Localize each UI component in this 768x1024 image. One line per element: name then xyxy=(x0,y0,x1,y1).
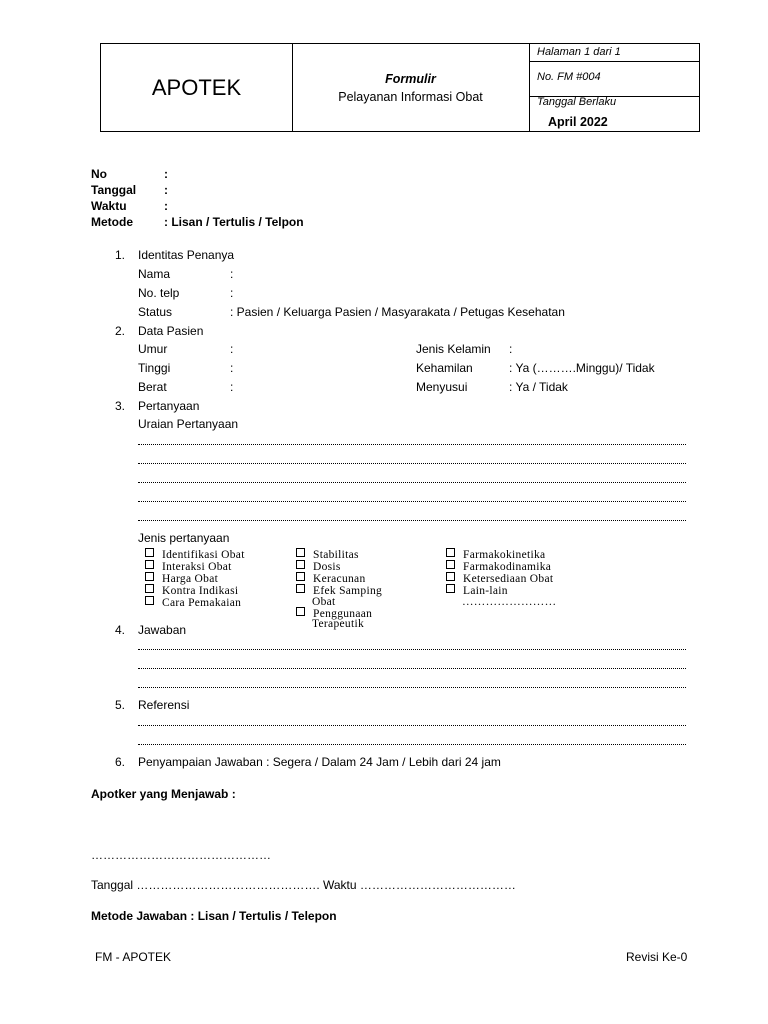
section-number: 5. xyxy=(115,698,126,712)
option-farmakodinamika[interactable]: Farmakodinamika xyxy=(446,560,551,573)
umur-value: : xyxy=(230,342,234,356)
uraian-line[interactable] xyxy=(138,520,686,521)
checkbox-icon xyxy=(145,560,154,569)
field-no-label: No xyxy=(91,167,107,181)
option-keracunan[interactable]: Keracunan xyxy=(296,572,366,585)
field-metode-value: : Lisan / Tertulis / Telpon xyxy=(164,215,304,229)
checkbox-icon xyxy=(296,607,305,616)
uraian-line[interactable] xyxy=(138,463,686,464)
header-form-cell xyxy=(292,44,530,131)
checkbox-icon xyxy=(145,596,154,605)
menyusui-value: : Ya / Tidak xyxy=(509,380,568,394)
field-metode-label: Metode xyxy=(91,215,133,229)
checkbox-icon xyxy=(296,548,305,557)
option-stabilitas[interactable]: Stabilitas xyxy=(296,548,359,561)
section-number: 6. xyxy=(115,755,126,769)
option-identifikasi-obat[interactable]: Identifikasi Obat xyxy=(145,548,245,561)
jenis-kelamin-label: Jenis Kelamin xyxy=(416,342,491,356)
field-tanggal-value: : xyxy=(164,183,168,197)
option-dosis[interactable]: Dosis xyxy=(296,560,341,573)
tanggal-berlaku-label: Tanggal Berlaku xyxy=(537,96,617,108)
section-number: 3. xyxy=(115,399,126,413)
field-waktu-label: Waktu xyxy=(91,199,127,213)
metode-jawaban: Metode Jawaban : Lisan / Tertulis / Telepon xyxy=(91,909,337,923)
checkbox-icon xyxy=(446,572,455,581)
option-cara-pemakaian[interactable]: Cara Pemakaian xyxy=(145,596,241,609)
jenis-title: Jenis pertanyaan xyxy=(138,531,230,545)
umur-label: Umur xyxy=(138,342,168,356)
section-title: Referensi xyxy=(138,698,190,712)
field-waktu-value: : xyxy=(164,199,168,213)
referensi-line[interactable] xyxy=(138,725,686,726)
option-penggunaan[interactable]: Penggunaan xyxy=(296,607,372,620)
nama-label: Nama xyxy=(138,267,171,281)
telp-label: No. telp xyxy=(138,286,180,300)
tanggal-line[interactable]: Tanggal ………………………………………. xyxy=(91,878,320,892)
menyusui-label: Menyusui xyxy=(416,380,468,394)
tinggi-value: : xyxy=(230,361,234,375)
berat-value: : xyxy=(230,380,234,394)
berlaku-value: April 2022 xyxy=(548,115,608,129)
section-title: Penyampaian Jawaban : Segera / Dalam 24 Jam / Lebih dari 24 jam xyxy=(138,755,501,769)
checkbox-icon xyxy=(296,560,305,569)
checkbox-icon xyxy=(296,584,305,593)
field-tanggal-label: Tanggal xyxy=(91,183,137,197)
signature-line[interactable]: ……………………………………… xyxy=(91,848,271,862)
section-title: Pertanyaan xyxy=(138,399,200,413)
status-label: Status xyxy=(138,305,173,319)
telp-value: : xyxy=(230,286,234,300)
jawaban-line[interactable] xyxy=(138,649,686,650)
header-apotek-cell xyxy=(101,44,293,131)
option-harga-obat[interactable]: Harga Obat xyxy=(145,572,218,585)
checkbox-icon xyxy=(446,584,455,593)
option-efek-samping[interactable]: Efek Samping xyxy=(296,584,382,597)
option-efek-samping-cont: Obat xyxy=(312,596,336,608)
form-title: Pelayanan Informasi Obat xyxy=(338,90,483,104)
halaman-label: Halaman 1 dari 1 xyxy=(537,46,621,58)
option-lain-lain[interactable]: Lain-lain xyxy=(446,584,508,597)
option-ketersediaan-obat[interactable]: Ketersediaan Obat xyxy=(446,572,553,585)
section-number: 2. xyxy=(115,324,126,338)
referensi-line[interactable] xyxy=(138,744,686,745)
uraian-line[interactable] xyxy=(138,482,686,483)
kehamilan-label: Kehamilan xyxy=(416,361,473,375)
checkbox-icon xyxy=(296,572,305,581)
uraian-line[interactable] xyxy=(138,501,686,502)
option-farmakokinetika[interactable]: Farmakokinetika xyxy=(446,548,545,561)
option-interaksi-obat[interactable]: Interaksi Obat xyxy=(145,560,232,573)
tinggi-label: Tinggi xyxy=(138,361,171,375)
header-table xyxy=(100,43,700,132)
uraian-title: Uraian Pertanyaan xyxy=(138,417,239,431)
section-title: Identitas Penanya xyxy=(138,248,235,262)
formulir-label: Formulir xyxy=(385,72,436,86)
section-title: Jawaban xyxy=(138,623,187,637)
jenis-kelamin-value: : xyxy=(509,342,513,356)
section-number: 1. xyxy=(115,248,126,262)
checkbox-icon xyxy=(145,548,154,557)
option-penggunaan-cont: Terapeutik xyxy=(312,618,365,630)
no-fm-label: No. FM #004 xyxy=(537,71,601,83)
footer-right: Revisi Ke-0 xyxy=(626,950,688,964)
checkbox-icon xyxy=(446,548,455,557)
lain-lain-dots[interactable]: …………………… xyxy=(462,596,557,608)
status-value: : Pasien / Keluarga Pasien / Masyarakata / Petugas Kesehatan xyxy=(230,305,565,319)
jawaban-line[interactable] xyxy=(138,687,686,688)
apotek-title: APOTEK xyxy=(151,75,242,100)
apoteker-label: Apotker yang Menjawab : xyxy=(91,787,236,801)
uraian-line[interactable] xyxy=(138,444,686,445)
berat-label: Berat xyxy=(138,380,167,394)
checkbox-icon xyxy=(446,560,455,569)
section-title: Data Pasien xyxy=(138,324,204,338)
header-divider xyxy=(530,61,700,62)
footer-left: FM - APOTEK xyxy=(95,950,172,964)
waktu-line[interactable]: Waktu ………………………………… xyxy=(323,878,516,892)
option-kontra-indikasi[interactable]: Kontra Indikasi xyxy=(145,584,238,597)
nama-value: : xyxy=(230,267,234,281)
kehamilan-value: : Ya (……….Minggu)/ Tidak xyxy=(509,361,655,375)
jawaban-line[interactable] xyxy=(138,668,686,669)
checkbox-icon xyxy=(145,572,154,581)
section-number: 4. xyxy=(115,623,126,637)
checkbox-icon xyxy=(145,584,154,593)
field-no-value: : xyxy=(164,167,168,181)
